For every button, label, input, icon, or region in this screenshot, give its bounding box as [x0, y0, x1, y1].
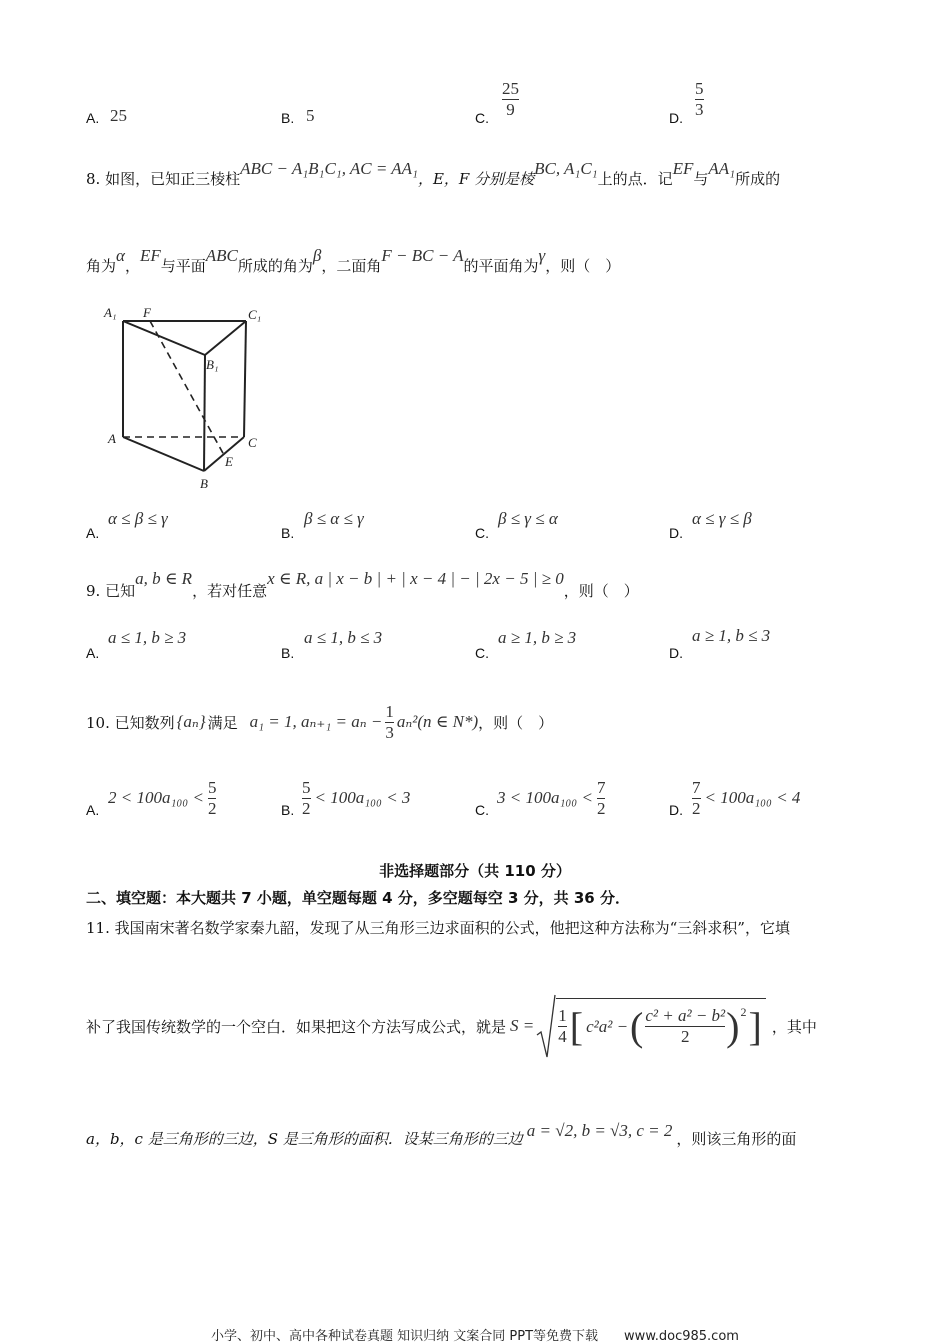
q9-option-a-expr: a ≤ 1, b ≥ 3 — [108, 628, 187, 647]
q7-option-a-value: 25 — [110, 106, 127, 125]
fraction-numerator: 1 — [558, 1006, 567, 1026]
label-e: E — [225, 454, 233, 469]
q8-math: AA₁ — [708, 159, 736, 178]
q9-text: ，若对任意 — [192, 582, 268, 600]
label-b: B — [200, 476, 208, 491]
q8-text: 与平面 — [160, 257, 206, 275]
label-b1: B₁ — [206, 357, 219, 372]
q7-option-c-label: C. — [475, 110, 489, 126]
fraction-denominator: 3 — [385, 722, 394, 742]
q10-option-b-label: B. — [281, 802, 295, 818]
label-a: A — [108, 431, 116, 446]
q9-option-c-label: C. — [475, 645, 489, 661]
sqrt-sign — [536, 993, 556, 1059]
q8-math: EF — [672, 159, 694, 178]
q8-text: 的平面角为 — [463, 257, 539, 275]
edge-c-b — [204, 437, 244, 471]
label-c1: C₁ — [248, 307, 262, 322]
q7-option-b-label: B. — [281, 110, 295, 126]
q8-option-c-expr: β ≤ γ ≤ α — [498, 509, 558, 528]
option-fraction — [302, 779, 311, 818]
q10-option-d-expr — [692, 774, 800, 822]
fraction-denominator: 2 — [302, 798, 311, 818]
edge-c1-c — [244, 321, 246, 437]
q11-line3 — [86, 1121, 797, 1149]
footer-text: 小学、初中、高中各种试卷真题 知识归纳 文案合同 PPT等免费下载 www.doc985.com — [211, 1329, 739, 1344]
fraction-numerator: 1 — [385, 701, 394, 721]
fraction-denominator: 9 — [506, 99, 515, 119]
q11-text: 补了我国传统数学的一个空白．如果把这个方法写成公式，就是 — [86, 1017, 507, 1036]
section-heading: 二、填空题：本大题共 7 小题，单空题每题 4 分，多空题每空 3 分，共 36 分． — [86, 889, 630, 907]
option-math: 2 < 100a₁₀₀ < — [108, 788, 204, 807]
label-c: C — [248, 435, 257, 450]
formula-exponent: 2 — [740, 1005, 747, 1019]
q8-text: 所成的角为 — [237, 257, 313, 275]
fraction-denominator: 2 — [681, 1027, 690, 1046]
edge-c1-b1 — [205, 321, 246, 355]
q8-math: BC, A₁C₁ — [534, 159, 598, 178]
q10-stem — [86, 698, 553, 746]
right-paren: ) — [726, 1004, 740, 1049]
q10-text: ，则（ ） — [478, 713, 554, 732]
sqrt-body — [556, 998, 766, 1050]
formula-s: S = — [510, 1016, 535, 1035]
q8-text: 所成的 — [735, 170, 781, 188]
q8-math: α — [116, 246, 125, 265]
q8-text: 与 — [693, 170, 709, 188]
q9-text: 9. 已知 — [86, 582, 136, 600]
option-fraction — [208, 779, 217, 818]
segment-ef — [150, 321, 224, 455]
fraction-numerator: 25 — [502, 79, 519, 98]
label-a1: A₁ — [104, 305, 117, 320]
q8-math: ABC − A₁B₁C₁, AC = AA₁ — [240, 159, 418, 178]
edge-a-b — [123, 437, 204, 471]
q9-option-b-expr: a ≤ 1, b ≤ 3 — [304, 628, 383, 647]
prism-figure — [98, 300, 268, 495]
q8-math: EF — [139, 246, 161, 265]
fraction-denominator: 2 — [692, 798, 701, 818]
q8-option-b-label: B. — [281, 525, 295, 541]
q8-text: ，则（ ） — [545, 257, 621, 275]
option-fraction — [597, 779, 606, 818]
edge-a1-b1 — [123, 321, 205, 355]
option-math: < 100a₁₀₀ < 3 — [314, 788, 411, 807]
q8-option-c-label: C. — [475, 525, 489, 541]
fraction-numerator: 5 — [207, 777, 217, 797]
q11-text: a，b，c 是三角形的三边，S 是三角形的面积．设某三角形的三边 — [86, 1130, 523, 1148]
q9-option-a-label: A. — [86, 645, 100, 661]
q7-option-a-label: A. — [86, 110, 100, 126]
q10-option-a-expr — [108, 774, 216, 822]
q8-math: γ — [538, 246, 546, 265]
fraction-numerator: 7 — [596, 777, 606, 797]
q10-text: 满足 — [207, 713, 238, 732]
q11-text: ，则该三角形的面 — [676, 1130, 797, 1148]
q11-text: ，其中 — [771, 1017, 817, 1036]
q8-text: ，二面角 — [321, 257, 382, 275]
q9-option-b-label: B. — [281, 645, 295, 661]
fraction-numerator: 5 — [302, 777, 311, 797]
option-fraction — [692, 779, 701, 818]
q8-stem-line1 — [86, 159, 781, 189]
q9-stem — [86, 569, 639, 601]
q8-option-d-expr: α ≤ γ ≤ β — [692, 509, 752, 528]
q7-option-b-value: 5 — [306, 106, 315, 125]
q10-fraction — [385, 703, 394, 742]
fraction-denominator: 2 — [207, 798, 217, 818]
fraction-denominator: 2 — [596, 798, 606, 818]
q8-option-a-expr: α ≤ β ≤ γ — [108, 509, 168, 528]
label-f: F — [143, 305, 151, 320]
q9-text: ，则（ ） — [563, 582, 639, 600]
option-math: < 100a₁₀₀ < 4 — [704, 788, 801, 807]
fraction-denominator: 4 — [558, 1027, 567, 1046]
q7-option-d-fraction — [695, 80, 704, 119]
fraction-numerator: 7 — [692, 777, 701, 797]
q9-math: a, b ∈ R — [135, 569, 193, 588]
section-title: 非选择题部分（共 110 分） — [379, 862, 571, 880]
q8-text: ，E，F 分别是棱 — [417, 170, 535, 188]
q7-option-d-label: D. — [669, 110, 683, 126]
q8-math: β — [312, 246, 322, 265]
q8-text: 8. 如图，已知正三棱柱 — [86, 170, 241, 188]
q11-line1: 11. 我国南宋著名数学家秦九韶，发现了从三角形三边求面积的公式，他把这种方法称为“三斜求积”，它填 — [86, 919, 790, 937]
q8-option-d-label: D. — [669, 525, 683, 541]
edge-b1-b — [204, 355, 205, 471]
q9-option-d-expr: a ≥ 1, b ≤ 3 — [692, 626, 771, 645]
q10-option-a-label: A. — [86, 802, 100, 818]
left-bracket: [ — [569, 1004, 584, 1049]
q11-line2 — [86, 990, 817, 1062]
q9-option-d-label: D. — [669, 645, 683, 661]
q10-math: {aₙ} — [176, 712, 206, 731]
q10-option-c-expr — [497, 774, 605, 822]
q10-math: a₁ = 1, aₙ₊₁ = aₙ − — [249, 712, 383, 731]
q10-text: 10. 已知数列 — [86, 713, 175, 732]
q11-math: a = √2, b = √3, c = 2 — [526, 1121, 673, 1140]
q7-option-c-fraction — [502, 80, 519, 119]
q8-option-a-label: A. — [86, 525, 100, 541]
q8-text: ， — [124, 257, 140, 275]
right-bracket: ] — [748, 1004, 762, 1049]
q9-option-c-expr: a ≥ 1, b ≥ 3 — [498, 628, 577, 647]
q8-math: F − BC − A — [381, 246, 464, 265]
q8-text: 上的点．记 — [597, 170, 673, 188]
formula-c2a2: c²a² − — [586, 1016, 629, 1036]
q8-text: 角为 — [86, 257, 117, 275]
fraction-numerator: 5 — [695, 79, 704, 98]
q8-stem-line2 — [86, 246, 621, 276]
left-paren: ( — [630, 1004, 644, 1049]
option-math: 3 < 100a₁₀₀ < — [497, 788, 593, 807]
q10-option-b-expr — [302, 774, 410, 822]
q10-math: aₙ²(n ∈ N*) — [396, 712, 479, 731]
q8-math: ABC — [205, 246, 238, 265]
q9-math: x ∈ R, a | x − b | + | x − 4 | − | 2x − 5 | ≥ 0 — [267, 569, 564, 588]
fraction-numerator: c² + a² − b² — [645, 1006, 726, 1026]
formula-inner-fraction — [645, 1007, 725, 1046]
formula-quarter — [558, 1007, 567, 1046]
q10-option-d-label: D. — [669, 802, 683, 818]
q10-option-c-label: C. — [475, 802, 489, 818]
q8-option-b-expr: β ≤ α ≤ γ — [304, 509, 364, 528]
fraction-denominator: 3 — [695, 99, 704, 119]
